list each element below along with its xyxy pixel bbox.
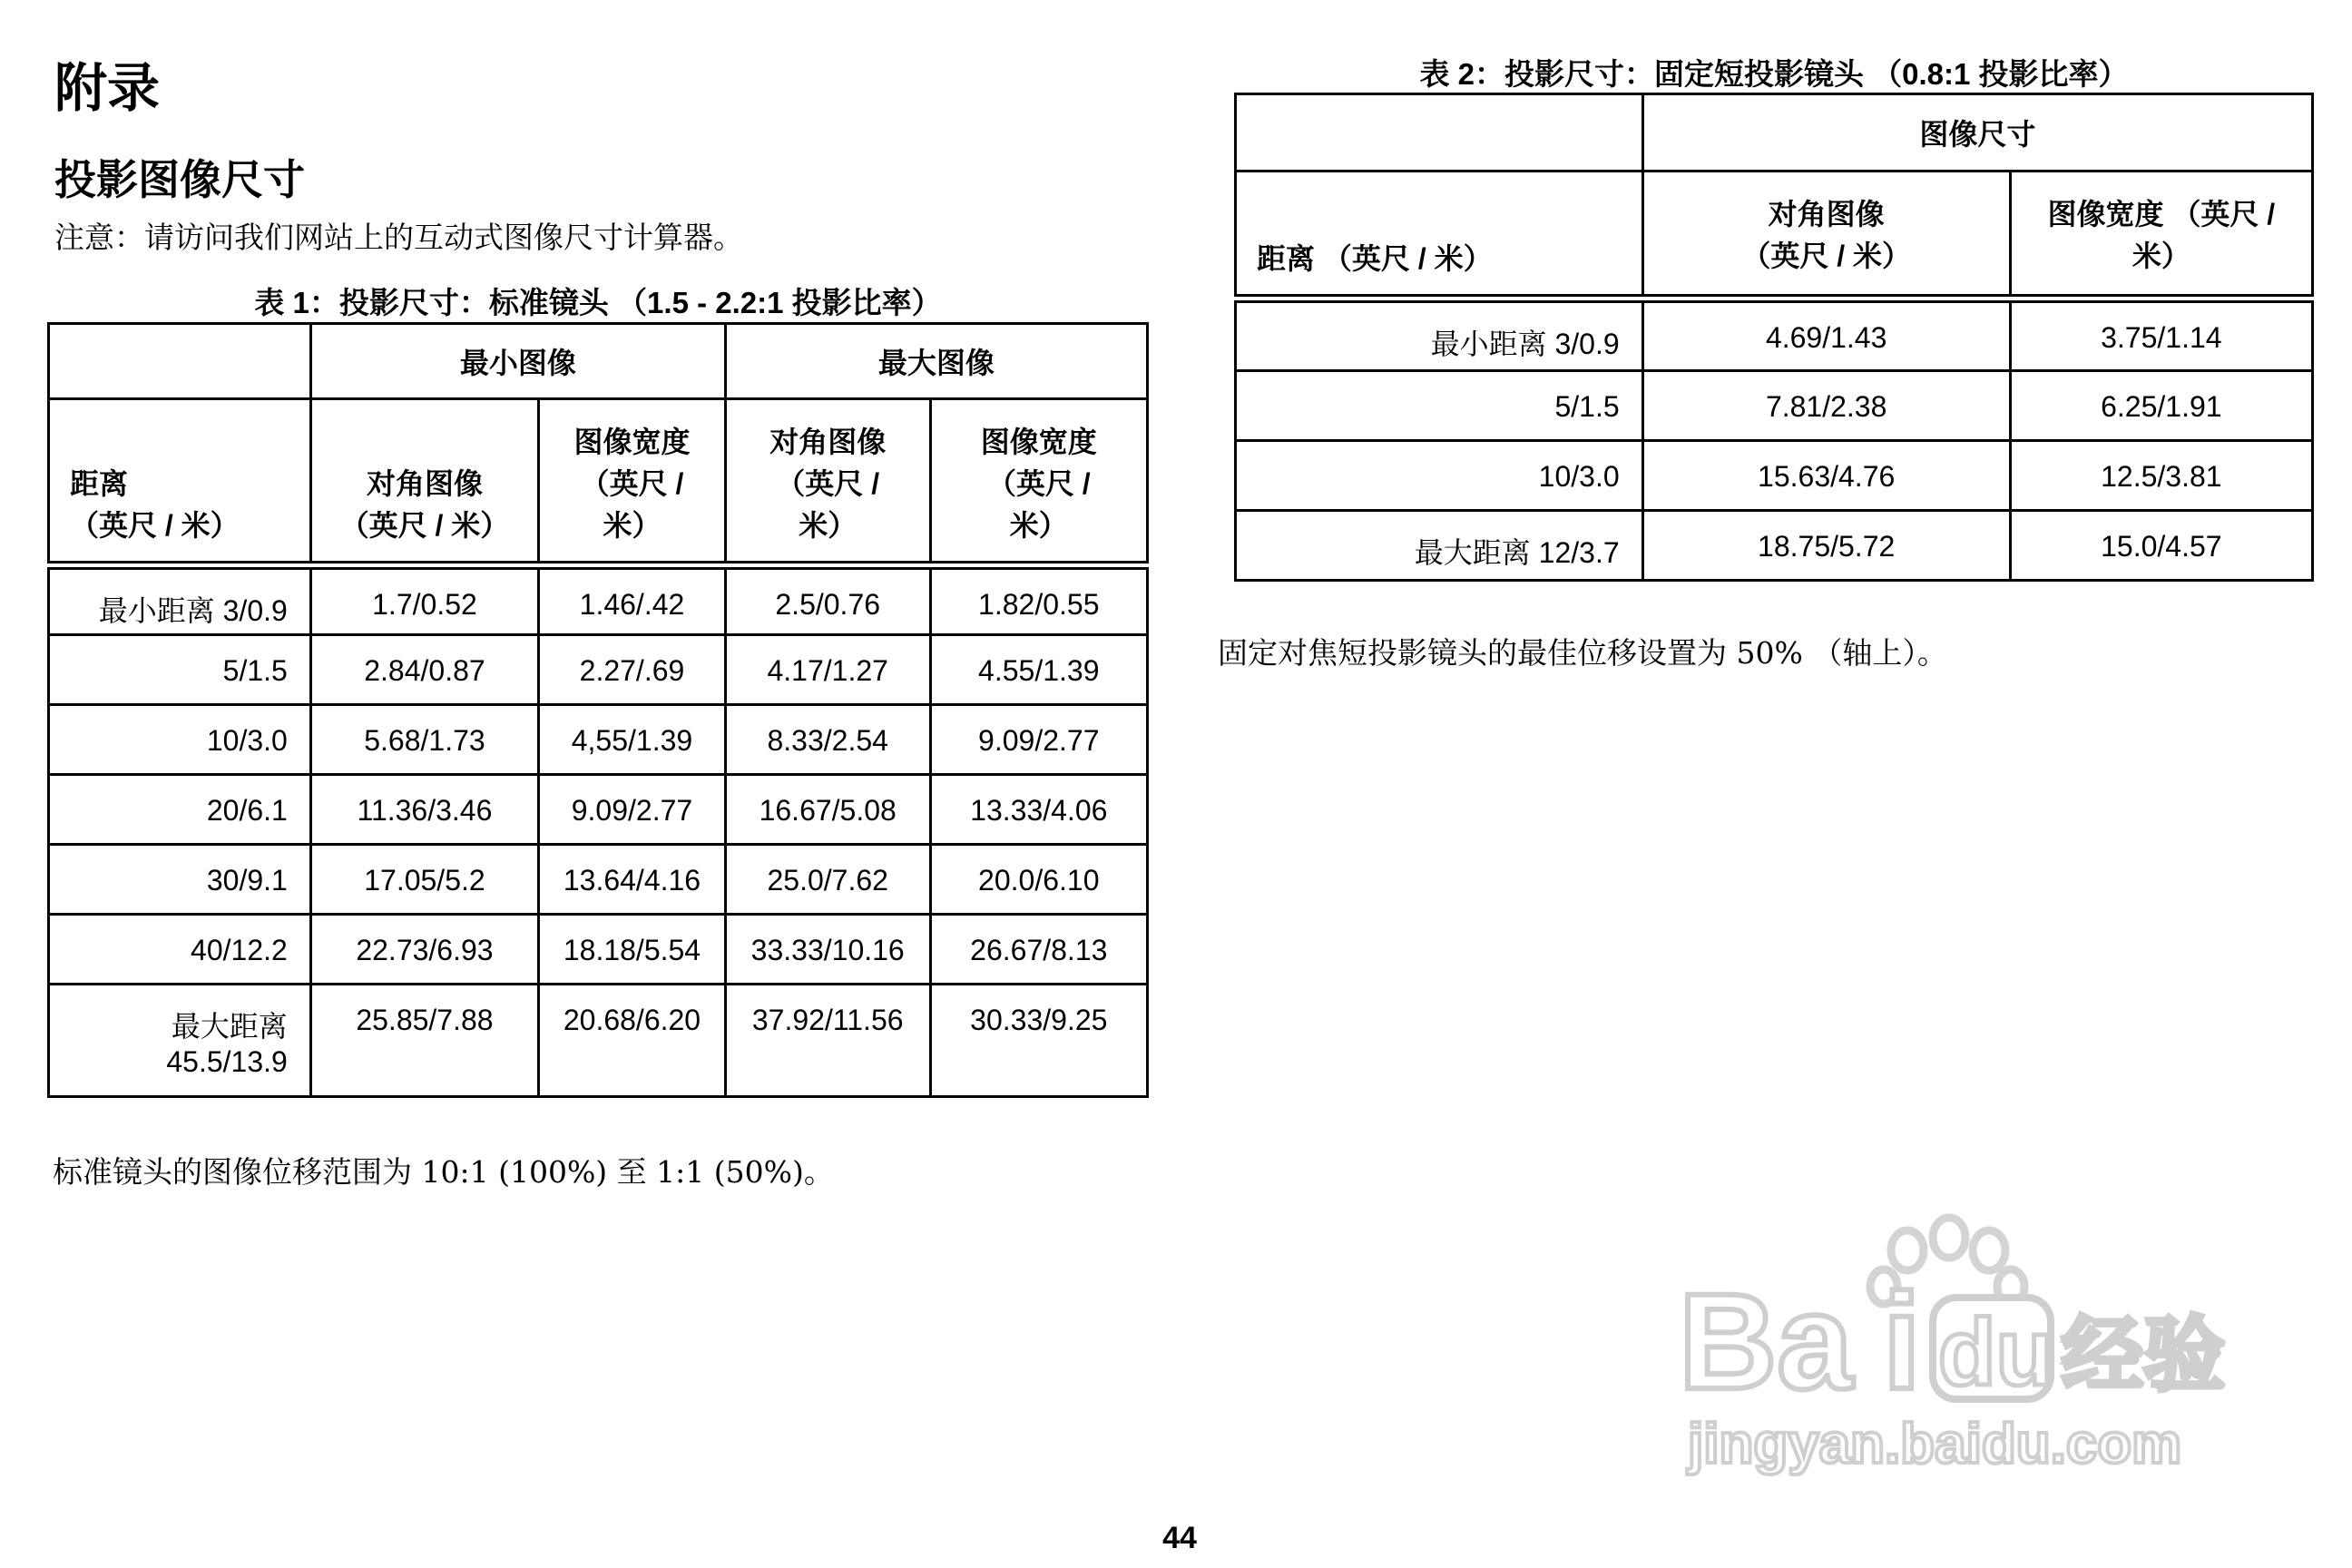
width-cell: 12.5/3.81 <box>2010 441 2312 511</box>
width-column-header: 图像宽度 （英尺 / 米） <box>2010 172 2312 299</box>
distance-cell: 5/1.5 <box>1236 371 1643 441</box>
distance-cell: 最小距离 3/0.9 <box>49 565 311 635</box>
distance-cell: 40/12.2 <box>49 915 311 985</box>
min-width-cell: 20.68/6.20 <box>539 985 726 1097</box>
min-diagonal-cell: 2.84/0.87 <box>310 635 538 705</box>
min-width-cell: 18.18/5.54 <box>539 915 726 985</box>
max-diagonal-cell: 37.92/11.56 <box>725 985 930 1097</box>
max-diagonal-cell: 25.0/7.62 <box>725 845 930 915</box>
diagonal-cell: 18.75/5.72 <box>1642 511 2010 581</box>
distance-cell: 10/3.0 <box>1236 441 1643 511</box>
min-width-cell: 13.64/4.16 <box>539 845 726 915</box>
max-width-cell: 26.67/8.13 <box>930 915 1147 985</box>
distance-cell: 30/9.1 <box>49 845 311 915</box>
max-image-group-header: 最大图像 <box>725 324 1147 399</box>
short-throw-lens-table <box>1234 93 2314 582</box>
max-width-column-header: 图像宽度 （英尺 / 米） <box>930 399 1147 565</box>
image-size-group-header: 图像尺寸 <box>1642 94 2312 172</box>
max-width-cell: 30.33/9.25 <box>930 985 1147 1097</box>
max-diagonal-cell: 8.33/2.54 <box>725 705 930 775</box>
table1-caption: 表 1：投影尺寸：标准镜头 （1.5 - 2.2:1 投影比率） <box>254 286 942 319</box>
diagonal-cell: 7.81/2.38 <box>1642 371 2010 441</box>
table-row <box>1236 511 2313 581</box>
table-row <box>49 915 1148 985</box>
min-diagonal-cell: 5.68/1.73 <box>310 705 538 775</box>
diagonal-cell: 4.69/1.43 <box>1642 299 2010 371</box>
max-diagonal-cell: 16.67/5.08 <box>725 775 930 845</box>
table-row <box>49 985 1148 1097</box>
svg-text:jingyan.baidu.com: jingyan.baidu.com <box>1688 1413 2182 1475</box>
calculator-note: 注意：请访问我们网站上的互动式图像尺寸计算器。 <box>54 220 743 255</box>
table2-footnote: 固定对焦短投影镜头的最佳位移设置为 50% （轴上）。 <box>1218 635 1947 671</box>
distance-cell: 最大距离 45.5/13.9 <box>49 985 311 1097</box>
empty-corner-cell <box>49 324 311 399</box>
width-cell: 15.0/4.57 <box>2010 511 2312 581</box>
page-number: 44 <box>1162 1521 1197 1555</box>
max-diagonal-cell: 33.33/10.16 <box>725 915 930 985</box>
min-diagonal-column-header: 对角图像 （英尺 / 米） <box>310 399 538 565</box>
table-row <box>49 845 1148 915</box>
min-diagonal-cell: 22.73/6.93 <box>310 915 538 985</box>
table-row <box>49 565 1148 635</box>
max-width-cell: 9.09/2.77 <box>930 705 1147 775</box>
standard-lens-table <box>47 322 1149 1098</box>
min-diagonal-cell: 1.7/0.52 <box>310 565 538 635</box>
min-width-cell: 9.09/2.77 <box>539 775 726 845</box>
min-width-cell: 1.46/.42 <box>539 565 726 635</box>
table1-footnote: 标准镜头的图像位移范围为 10:1 (100%) 至 1:1 (50%)。 <box>53 1154 834 1190</box>
diagonal-cell: 15.63/4.76 <box>1642 441 2010 511</box>
min-image-group-header: 最小图像 <box>310 324 725 399</box>
min-width-cell: 2.27/.69 <box>539 635 726 705</box>
max-width-cell: 4.55/1.39 <box>930 635 1147 705</box>
diagonal-column-header: 对角图像 （英尺 / 米） <box>1642 172 2010 299</box>
svg-text:i: i <box>1883 1265 1921 1417</box>
svg-text:Ba: Ba <box>1679 1265 1853 1417</box>
max-diagonal-cell: 4.17/1.27 <box>725 635 930 705</box>
distance-cell: 最大距离 12/3.7 <box>1236 511 1643 581</box>
max-diagonal-cell: 2.5/0.76 <box>725 565 930 635</box>
section-heading: 投影图像尺寸 <box>54 156 305 203</box>
svg-text:经验: 经验 <box>2062 1308 2225 1403</box>
empty-corner-cell <box>1236 94 1643 172</box>
table-row <box>49 775 1148 845</box>
distance-column-header: 距离 （英尺 / 米） <box>49 399 311 565</box>
distance-cell: 5/1.5 <box>49 635 311 705</box>
distance-column-header: 距离 （英尺 / 米） <box>1236 172 1643 299</box>
min-diagonal-cell: 17.05/5.2 <box>310 845 538 915</box>
max-diagonal-column-header: 对角图像 （英尺 / 米） <box>725 399 930 565</box>
min-diagonal-cell: 25.85/7.88 <box>310 985 538 1097</box>
table-row <box>1236 441 2313 511</box>
table-row <box>49 705 1148 775</box>
table-row <box>1236 371 2313 441</box>
width-cell: 3.75/1.14 <box>2010 299 2312 371</box>
svg-text:du: du <box>1938 1300 2054 1406</box>
distance-cell: 20/6.1 <box>49 775 311 845</box>
table-row <box>1236 299 2313 371</box>
table-row <box>49 635 1148 705</box>
table2-caption: 表 2：投影尺寸：固定短投影镜头 （0.8:1 投影比率） <box>1419 57 2129 91</box>
max-width-cell: 20.0/6.10 <box>930 845 1147 915</box>
baidu-jingyan-watermark <box>1670 1207 2232 1479</box>
appendix-heading: 附录 <box>54 59 161 118</box>
min-diagonal-cell: 11.36/3.46 <box>310 775 538 845</box>
min-width-cell: 4,55/1.39 <box>539 705 726 775</box>
max-width-cell: 13.33/4.06 <box>930 775 1147 845</box>
max-width-cell: 1.82/0.55 <box>930 565 1147 635</box>
distance-cell: 10/3.0 <box>49 705 311 775</box>
distance-cell: 最小距离 3/0.9 <box>1236 299 1643 371</box>
width-cell: 6.25/1.91 <box>2010 371 2312 441</box>
min-width-column-header: 图像宽度 （英尺 / 米） <box>539 399 726 565</box>
